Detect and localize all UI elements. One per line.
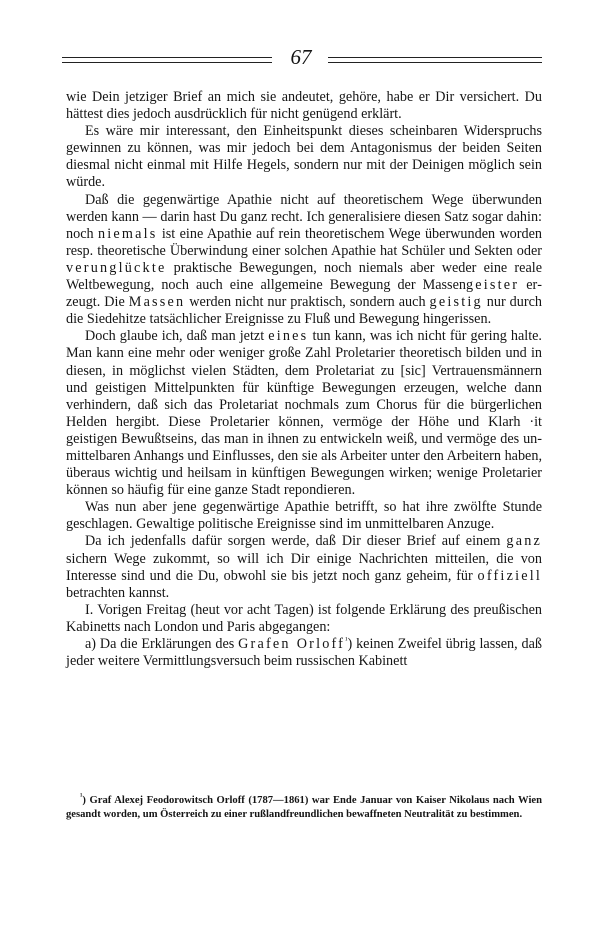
header-rule-right [328,57,542,63]
text-run: wie Dein jetziger Brief an mich sie andeutet, gehöre, habe er Dir versichert. Du hättest dies jedoch ausdrücklich für nicht genügend erklärt. [66,89,542,123]
footnote [66,791,542,823]
emphasized-text: niemals [97,225,158,242]
text-run: tun kann, was ich nicht für gering halte. Man kann eine mehr oder weniger große Zahl Proletarier theoretisch bilden und in diesen, in möglichst vielen Städten, dem Proletariat zu [sic] Vertrauensmännern und geistigen Mittelpunkten für künftige Bewegungen erzeugen, welche dann verhindern, daß sich das Proletariat nochmals zum Chorus für die bürgerlichen Helden hergibt. Diese Proletarier können, vermöge der Höhe und Klarh ·it geistigen Bewußtseins, das man in ihnen zu entwickeln weiß, und vermöge des unmittelbaren Anhangs und Einflusses, den sie als Arbeiter unter den Arbeitern haben, überaus wichtig und heilsam in künftigen Bewegungen wirken; wenige Proletarier können so häufig für eine ganze Stadt repondieren. [66,328,542,499]
text-run: ) keinen Zweifel übrig lassen, daß jeder weitere Vermittlungsversuch beim russischen Kabinett [66,636,542,670]
text-run: I. Vorigen Freitag (heut vor acht Tagen) ist folgende Erklärung des preußischen Kabinetts nach London und Paris abgegangen: [66,601,542,635]
text-run: Was nun aber jene gegenwärtige Apathie betrifft, so hat ihre zwölfte Stunde geschlagen. Gewaltige politische Ereignisse sind im unmittelbaren Anzuge. [66,499,542,533]
header-rule-left [62,57,272,63]
text-run: Da ich jedenfalls dafür sorgen werde, daß Dir dieser Brief auf einem [85,533,507,550]
paragraph [66,192,542,329]
footnote-paragraph [66,791,542,823]
emphasized-text: verunglückte [66,259,167,276]
page-header [62,44,542,78]
text-run: a) Da die Erklärungen des [85,636,239,652]
footnote-text: ) Graf Alexej Feodorowitsch Orloff (1787—1861) war Ende Januar von Kaiser Nikolaus nach Wien gesandt worden, um Österreich zu einer rußlandfreundlichen bewaffneten Neutralität zu bestimmen. [66,795,542,821]
text-run: Daß die gegenwärtige Apathie nicht auf theoretischem Wege überwunden werden kann — darin hast Du ganz recht. Ich generalisiere diesen Satz sogar dahin: noch [66,191,542,242]
text-run: sichern Wege zukommt, so will ich Dir einige Nachrichten mitteilen, die von Interesse sind und die Du, obwohl sie bis jetzt noch ganz geheim, für [66,550,542,584]
text-run: Doch glaube ich, daß man jetzt [85,328,269,345]
paragraph [66,89,542,123]
paragraph [66,328,542,499]
emphasized-text: eines [268,328,309,345]
page-number: 67 [290,45,312,69]
paragraph [66,533,542,601]
text-run: ist eine Apathie auf rein theoretischem Wege überwunden worden resp. theoretische Überwindung einer solchen Apathie hat Schüler und Sekten oder [66,225,542,259]
text-run: praktische Bewegungen, noch niemals aber weder eine reale Weltbewegung, noch auch eine allgemeine Bewegung der Massen [66,259,542,294]
paragraph [66,499,542,533]
body-text [66,89,542,670]
emphasized-text: offiziell [477,567,542,584]
text-run: nur durch die Siedehitze tatsächlicher Ereignisse zu Fluß und Bewegung hingerissen. [66,294,542,328]
emphasized-text: Massen [128,294,186,311]
text-run: Es wäre mir interessant, den Einheitspunkt dieses scheinbaren Widerspruchs gewinnen zu können, was mir jedoch bei dem Antagonismus der beiden Seiten diesmal nicht einmal mit Hilfe Hegels, sondern nur mit der Deinigen möglich sein würde. [66,123,542,191]
paragraph [66,636,542,670]
footnote-reference: ¹ [345,635,348,645]
text-run: erzeugt. Die [66,277,543,311]
emphasized-text: ganz [506,533,542,550]
emphasized-text: Grafen Orloff [238,636,346,652]
text-run: betrachten kannst. [66,584,170,601]
emphasized-text: geistig [429,294,483,311]
emphasized-text: geister [465,277,520,294]
footnote-marker: ¹ [80,791,83,801]
paragraph [66,602,542,636]
paragraph [66,123,542,191]
text-run: werden nicht nur praktisch, sondern auch [185,294,430,311]
